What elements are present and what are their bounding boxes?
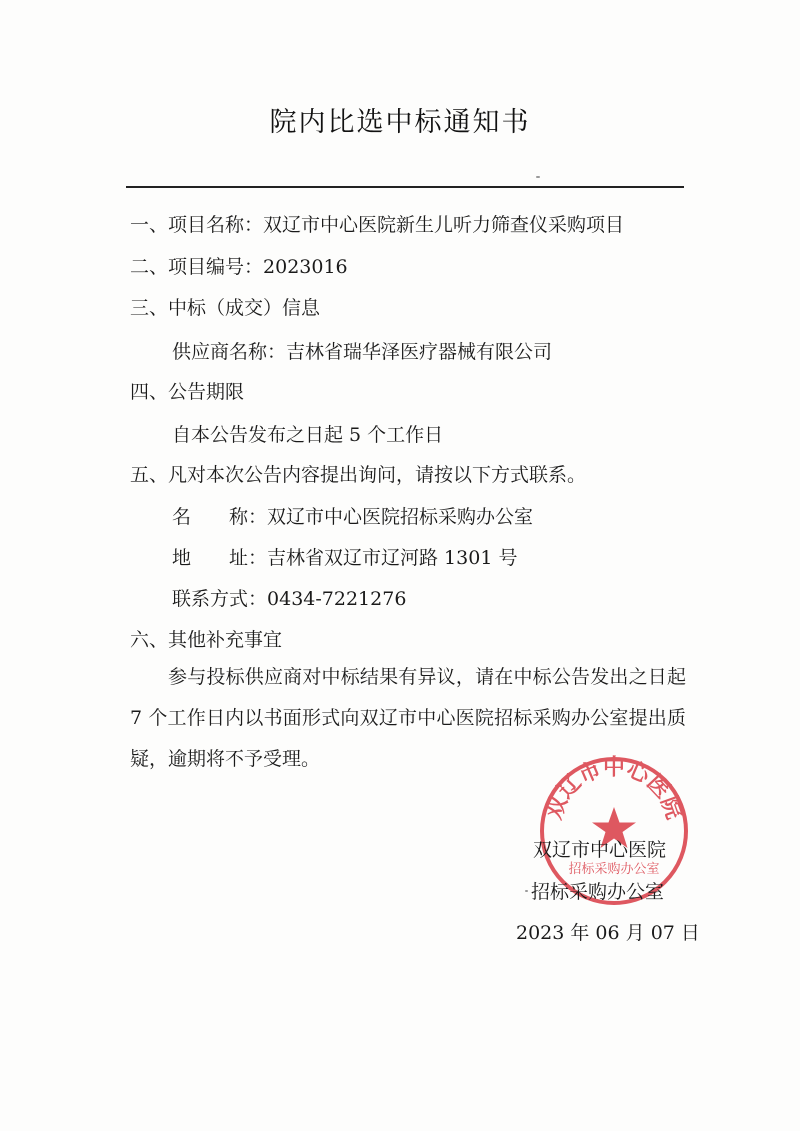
project-number-value: 2023016 (263, 256, 348, 278)
scan-speck (536, 176, 540, 178)
contact-phone-value: 0434-7221276 (267, 588, 407, 610)
scan-speck (525, 890, 528, 892)
section-number: 三、 (130, 297, 169, 319)
svg-text:双辽市中心医院: 双辽市中心医院 (541, 755, 687, 823)
contact-address-line (172, 543, 517, 570)
contact-name-line (172, 502, 533, 529)
field-label: 项目名称： (168, 214, 264, 236)
section-number: 五、 (130, 464, 169, 486)
notice-period-text: 自本公告发布之日起 5 个工作日 (172, 424, 444, 446)
signature-organization: 双辽市中心医院 (533, 839, 667, 861)
document-title: 院内比选中标通知书 (269, 107, 531, 138)
contact-name-value: 双辽市中心医院招标采购办公室 (267, 506, 534, 528)
supplier-line (172, 337, 552, 364)
section-contact (130, 460, 586, 487)
field-label: 名 称： (172, 506, 268, 528)
contact-phone-line (172, 584, 406, 611)
section-project-name (130, 210, 624, 237)
section-heading: 凡对本次公告内容提出询问，请按以下方式联系。 (168, 464, 587, 486)
signature-department: 招标采购办公室 (531, 881, 665, 903)
section-award-info (130, 293, 320, 320)
field-label: 联系方式： (172, 588, 268, 610)
section-heading: 中标（成交）信息 (168, 297, 321, 319)
section-number: 一、 (130, 214, 169, 236)
section-notice-period (130, 377, 244, 404)
section-project-number (130, 252, 348, 279)
field-label: 供应商名称： (172, 341, 287, 363)
svg-text:招标采购办公室: 招标采购办公室 (568, 862, 660, 877)
section-number: 四、 (130, 381, 169, 403)
section-heading: 公告期限 (168, 381, 245, 403)
supplier-name-value: 吉林省瑞华泽医疗器械有限公司 (286, 341, 553, 363)
field-label: 地 址： (172, 547, 268, 569)
section-heading: 其他补充事宜 (168, 629, 283, 651)
title-divider (126, 186, 684, 188)
section-number: 六、 (130, 629, 169, 651)
section-number: 二、 (130, 256, 169, 278)
section-other-matters (130, 625, 282, 652)
project-name-value: 双辽市中心医院新生儿听力筛查仪采购项目 (263, 214, 625, 236)
other-matters-paragraph: 参与投标供应商对中标结果有异议，请在中标公告发出之日起 7 个工作日内以书面形式向双辽市中心医院招标采购办公室提出质疑，逾期将不予受理。 (130, 666, 686, 770)
contact-address-value: 吉林省双辽市辽河路 1301 号 (267, 547, 518, 569)
signature-date: 2023 年 06 月 07 日 (516, 922, 700, 944)
field-label: 项目编号： (168, 256, 264, 278)
